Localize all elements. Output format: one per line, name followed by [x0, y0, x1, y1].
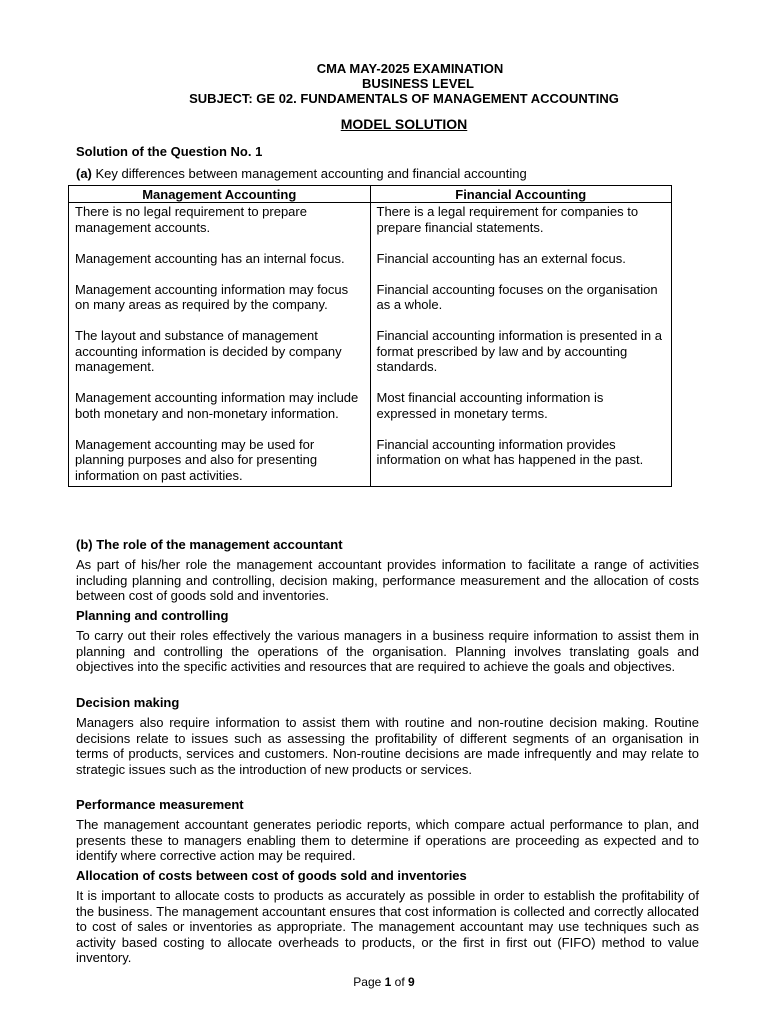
page-total: 9	[408, 975, 415, 989]
page-footer	[0, 975, 768, 990]
part-a-intro	[76, 166, 699, 182]
list-item: Financial accounting focuses on the organisation as a whole.	[376, 281, 658, 313]
planning-section	[76, 608, 699, 624]
performance-text: The management accountant generates periodic reports, which compare actual performance to plan, and presents these to managers enabling them to determine if operations are proceeding as expected and to identify where corrective action may be required.	[76, 817, 699, 864]
part-b-section	[76, 537, 699, 553]
exam-level: BUSINESS LEVEL	[362, 76, 474, 91]
planning-block	[76, 628, 699, 675]
performance-section	[76, 797, 699, 813]
performance-block	[76, 817, 699, 864]
performance-heading: Performance measurement	[76, 797, 244, 812]
financial-accounting-cell	[370, 203, 672, 487]
part-b-intro: As part of his/her role the management accountant provides information to facilitate a range of activities including planning and controlling, decision making, performance measurement and the allocation of costs between cost of goods sold and inventories.	[76, 557, 699, 604]
list-item: There is a legal requirement for companies to prepare financial statements.	[376, 204, 639, 235]
list-item: Financial accounting information is presented in a format prescribed by law and by accounting standards.	[376, 328, 662, 375]
list-item: Most financial accounting information is expressed in monetary terms.	[376, 390, 604, 421]
list-item: There is no legal requirement to prepare management accounts.	[75, 204, 307, 235]
exam-title: CMA MAY-2025 EXAMINATION	[316, 61, 504, 76]
of-word: of	[394, 975, 405, 989]
table-header-row	[69, 186, 672, 203]
list-item: Financial accounting information provides information on what has happened in the past.	[376, 436, 644, 468]
decision-text: Managers also require information to assist them with routine and non-routine decision making. Routine decisions relate to issues such as assessing the profitability of different segments of an organisation in terms of products, services and customers. Non-routine decisions are made infrequently and may relate to strategic issues such as the introduction of new products or services.	[76, 715, 699, 777]
list-item: Management accounting information may include both monetary and non-monetary information.	[75, 390, 359, 421]
list-item: Management accounting may be used for planning purposes and also for presenting information on past activities.	[75, 436, 318, 484]
question-heading: Solution of the Question No. 1	[76, 144, 263, 159]
allocation-block	[76, 888, 699, 966]
exam-subject: SUBJECT: GE 02. FUNDAMENTALS OF MANAGEMENT ACCOUNTING	[189, 91, 619, 106]
allocation-section	[76, 868, 699, 884]
decision-block	[76, 715, 699, 777]
col-header-management: Management Accounting	[69, 186, 371, 203]
decision-section	[76, 695, 699, 711]
planning-heading: Planning and controlling	[76, 608, 229, 623]
allocation-text: It is important to allocate costs to products as accurately as possible in order to establish the profitability of the business. The management accountant ensures that cost information is collected and correctly allocated to cost of sales or inventories as appropriate. The management accountant may use techniques such as activity based costing to allocate overheads to products, or the first in first out (FIFO) method to value inventory.	[76, 888, 699, 966]
part-a-label: (a)	[76, 166, 92, 181]
comparison-table	[68, 185, 672, 487]
col-header-financial: Financial Accounting	[370, 186, 672, 203]
allocation-heading: Allocation of costs between cost of goods sold and inventories	[76, 868, 467, 883]
page-word: Page	[353, 975, 382, 989]
part-b-intro-block	[76, 557, 699, 604]
list-item: Financial accounting has an external focus.	[376, 250, 626, 266]
management-accounting-cell	[69, 203, 371, 487]
table-row	[69, 203, 672, 487]
list-item: The layout and substance of management accounting information is decided by company management.	[75, 328, 342, 375]
planning-text: To carry out their roles effectively the various managers in a business require information to assist them in planning and controlling the operations of the organisation. Planning involves translating goals and objectives into the specific activities and resources that are required to achieve the goals and objectives.	[76, 628, 699, 675]
part-b-heading: (b) The role of the management accountant	[76, 537, 343, 552]
part-a-text: Key differences between management accounting and financial accounting	[91, 166, 527, 181]
list-item: Management accounting has an internal focus.	[75, 250, 345, 266]
list-item: Management accounting information may focus on many areas as required by the company.	[75, 281, 349, 313]
decision-heading: Decision making	[76, 695, 180, 710]
page-number: 1	[384, 975, 392, 989]
model-solution-title: MODEL SOLUTION	[340, 116, 468, 132]
